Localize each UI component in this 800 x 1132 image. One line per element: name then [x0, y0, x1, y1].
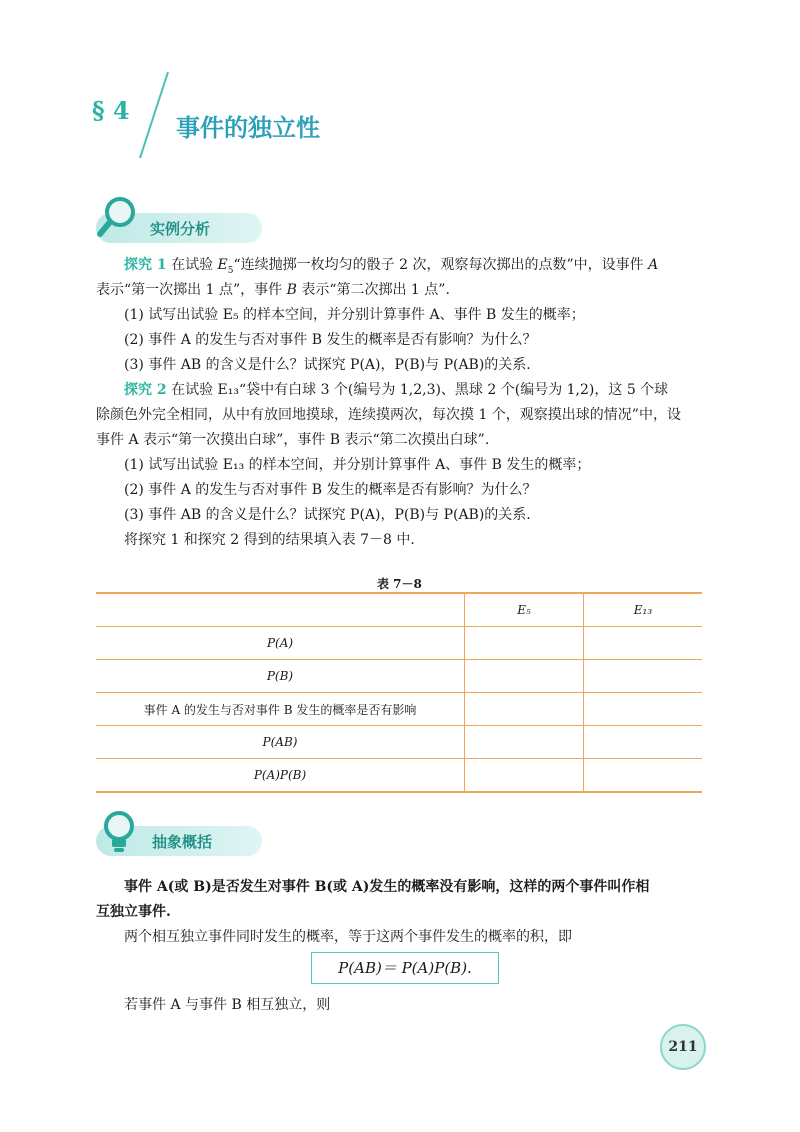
- explore1-q2: (2) 事件 A 的发生与否对事件 B 发生的概率是否有影响？为什么？: [124, 332, 537, 348]
- table-cell-empty: [584, 627, 703, 660]
- explore1-q1: (1) 试写出试验 E₅ 的样本空间，并分别计算事件 A、事件 B 发生的概率；: [124, 307, 585, 323]
- definition-line1: 事件 A(或 B)是否发生对事件 B(或 A)发生的概率没有影响，这样的两个事件叫作相: [124, 879, 650, 895]
- explore2-q2: (2) 事件 A 的发生与否对事件 B 发生的概率是否有影响？为什么？: [124, 482, 537, 498]
- explore1-tag: 探究 1: [124, 257, 167, 273]
- explore2-fill-instruction: 将探究 1 和探究 2 得到的结果填入表 7－8 中.: [124, 532, 415, 548]
- callout-label: 抽象概括: [152, 833, 213, 851]
- section-title: 事件的独立性: [176, 114, 320, 142]
- table-cell-empty: [465, 759, 584, 793]
- explore2-line2: 除颜色外完全相同，从中有放回地摸球，连续摸两次，每次摸 1 个，观察摸出球的情况”中，设: [96, 407, 681, 423]
- table-cell-empty: [465, 726, 584, 759]
- table-cell-empty: [584, 726, 703, 759]
- callout-label: 实例分析: [150, 220, 211, 238]
- explore2-q3: (3) 事件 AB 的含义是什么？试探究 P(A)，P(B)与 P(AB)的关系.: [124, 507, 531, 523]
- product-rule-text: 两个相互独立事件同时发生的概率，等于这两个事件发生的概率的积，即: [124, 929, 572, 945]
- explore2-line1: 探究 2 在试验 E₁₃“袋中有白球 3 个(编号为 1,2,3)、黑球 2 个(编号为 1,2)，这 5 个球: [124, 382, 669, 398]
- section-number: § 4: [92, 96, 130, 125]
- table-cell-empty: [465, 627, 584, 660]
- table-row: P(AB): [96, 726, 702, 759]
- table-caption: 表 7－8: [377, 577, 422, 591]
- table-cell-empty: [465, 660, 584, 693]
- table-7-8: [96, 592, 702, 793]
- explore2-line3: 事件 A 表示“第一次摸出白球”，事件 B 表示“第二次摸出白球”.: [96, 432, 490, 448]
- table-cell-empty: [584, 660, 703, 693]
- explore2-tag: 探究 2: [124, 382, 167, 398]
- explore1-line2: 表示“第一次掷出 1 点”，事件 B 表示“第二次掷出 1 点”.: [96, 282, 450, 298]
- magnifier-icon: [94, 194, 140, 240]
- table-row: P(A)P(B): [96, 759, 702, 793]
- table-row: P(B): [96, 660, 702, 693]
- formula-box: P(AB)＝ P(A)P(B).: [311, 952, 499, 984]
- table-cell-empty: [584, 759, 703, 793]
- explore2-q1: (1) 试写出试验 E₁₃ 的样本空间，并分别计算事件 A、事件 B 发生的概率；: [124, 457, 591, 473]
- table-header-empty: [96, 593, 465, 627]
- table-header-row: [96, 593, 702, 627]
- table-row: 事件 A 的发生与否对事件 B 发生的概率是否有影响: [96, 693, 702, 726]
- table-cell-empty: [584, 693, 703, 726]
- explore1-q3: (3) 事件 AB 的含义是什么？试探究 P(A)，P(B)与 P(AB)的关系.: [124, 357, 531, 373]
- table-col-e13: E₁₃: [584, 593, 703, 627]
- definition-line2: 互独立事件.: [96, 904, 171, 920]
- table-row: P(A): [96, 627, 702, 660]
- page-number: 211: [660, 1024, 706, 1070]
- table-cell-empty: [465, 693, 584, 726]
- explore1-line1: 探究 1 在试验 $E_5“$连续抛掷一枚均匀的骰子 2 次，观察每次掷出的点数”中，设事件 A: [124, 257, 659, 276]
- table-col-e5: E₅: [465, 593, 584, 627]
- independence-continuation: 若事件 A 与事件 B 相互独立，则: [124, 997, 331, 1013]
- lightbulb-icon: [96, 808, 142, 856]
